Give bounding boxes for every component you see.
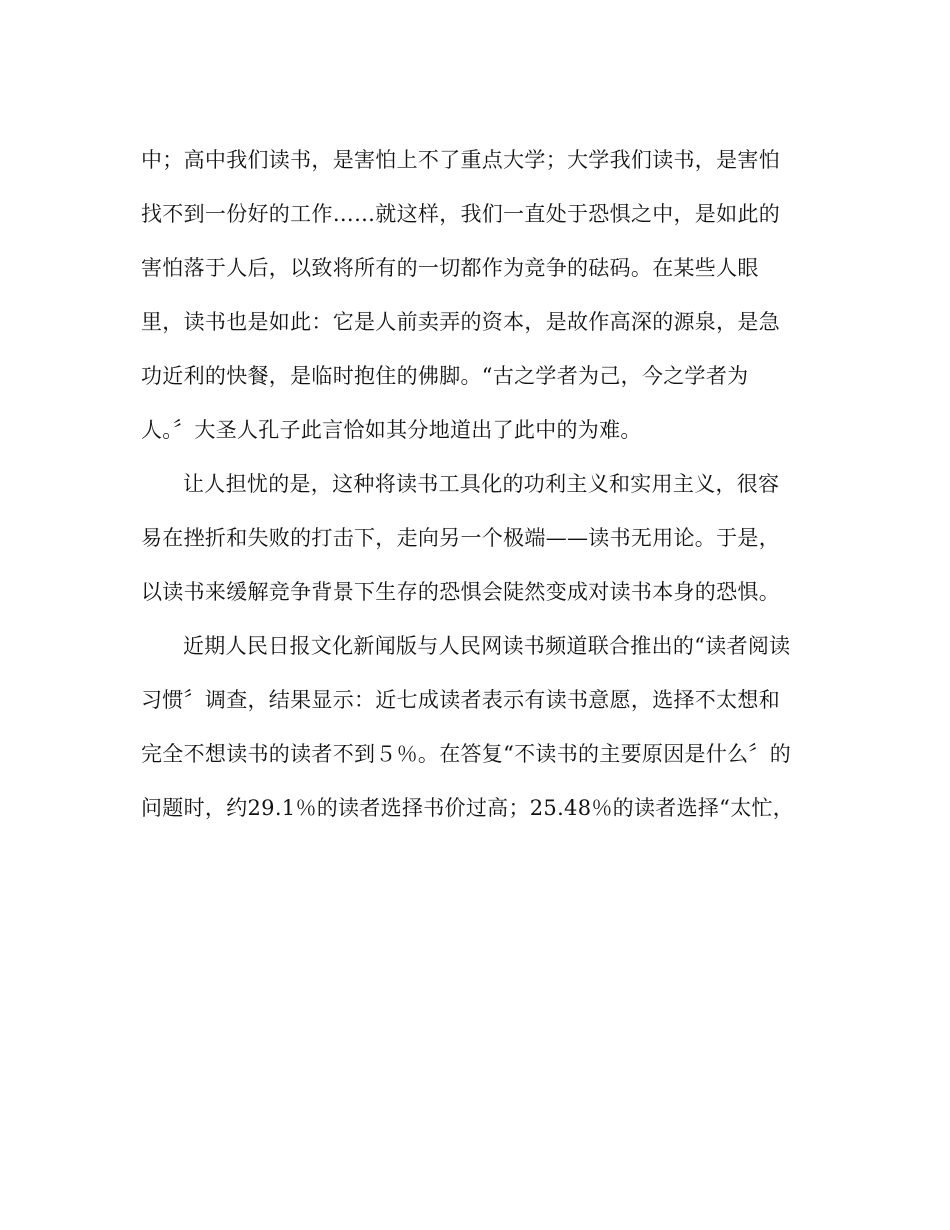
paragraph-first-line: 近期人民日报文化新闻版与人民网读书频道联合推出的“读者阅读 [183,634,791,658]
text-line: 害怕落于人后，以致将所有的一切都作为竞争的砝码。在某些人眼 [141,256,759,280]
text-line: 习惯〞调查，结果显示：近七成读者表示有读书意愿，选择不太想和 [141,688,780,712]
text-line: 完全不想读书的读者不到５％。在答复“不读书的主要原因是什么〞的 [141,742,792,766]
paragraph-first-line: 让人担忧的是，这种将读书工具化的功利主义和实用主义，很容 [183,472,780,496]
text-line: 找不到一份好的工作……就这样，我们一直处于恐惧之中，是如此的 [141,202,780,226]
text-line: 里，读书也是如此：它是人前卖弄的资本，是故作高深的源泉，是急 [141,310,780,334]
text-line: 问题时，约29.1％的读者选择书价过高；25.48％的读者选择“太忙， [141,796,795,820]
text-line: 人。〞大圣人孔子此言恰如其分地道出了此中的为难。 [141,418,642,442]
text-line: 易在挫折和失败的打击下，走向另一个极端——读书无用论。于是， [141,526,780,550]
text-line: 以读书来缓解竞争背景下生存的恐惧会陡然变成对读书本身的恐惧。 [141,580,780,604]
text-line: 中；高中我们读书，是害怕上不了重点大学；大学我们读书，是害怕 [141,148,780,172]
body-text [141,133,806,835]
text-line: 功近利的快餐，是临时抱住的佛脚。“古之学者为己，今之学者为 [141,364,749,388]
